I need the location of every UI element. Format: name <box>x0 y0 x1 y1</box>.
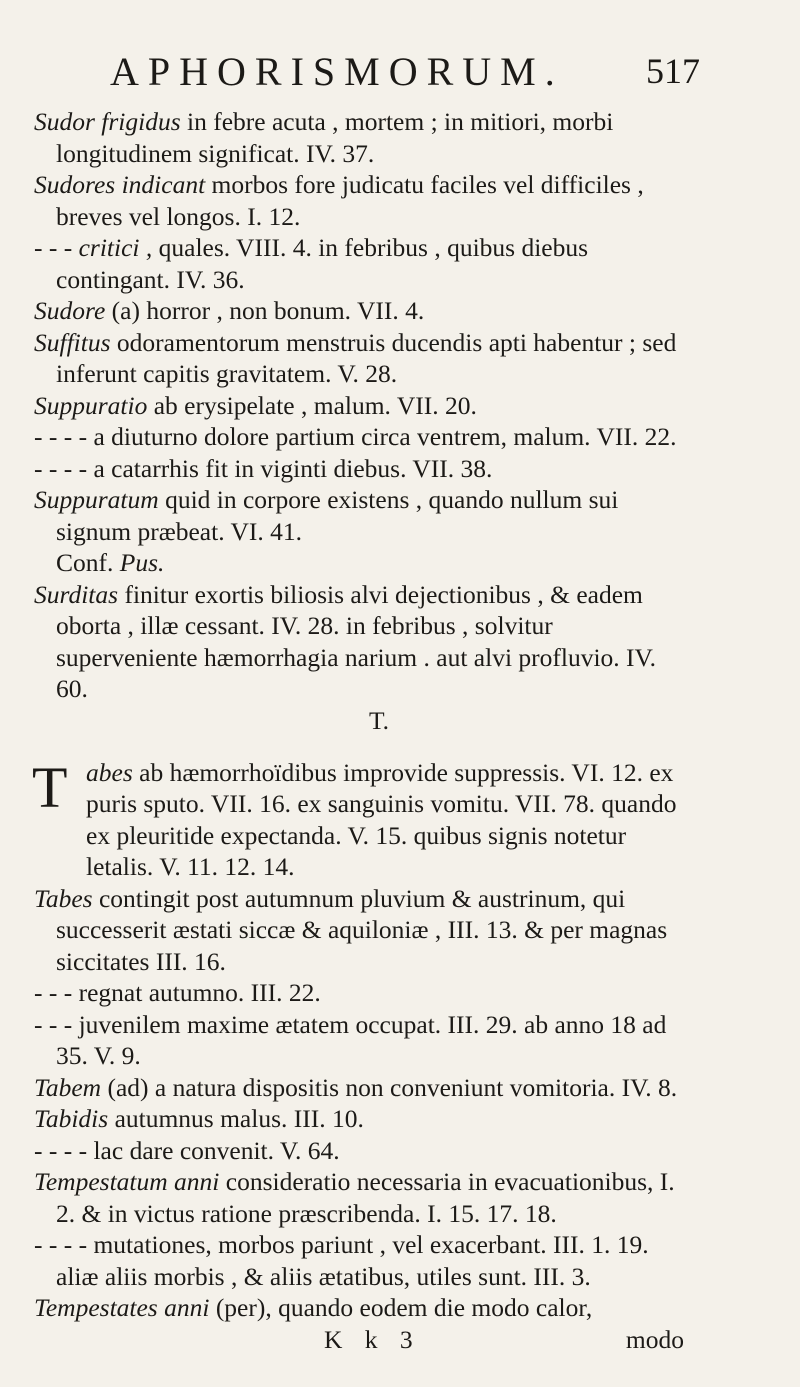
entry-headword: Tempestates anni <box>34 1293 210 1322</box>
running-header <box>110 48 700 96</box>
page-footer <box>34 1324 684 1356</box>
index-entry <box>34 883 684 978</box>
entry-headword: - - - critici , <box>34 233 153 262</box>
entry-text: - - - juvenilem maxime ætatem occupat. III. 29. ab anno 18 ad 35. V. 9. <box>34 1009 667 1070</box>
index-entry <box>34 453 684 485</box>
index-entry <box>34 1103 684 1135</box>
running-title: APHORISMORUM. <box>110 49 564 94</box>
section-letter: T. <box>368 705 390 735</box>
entry-text: finitur exortis biliosis alvi dejectionibus , & eadem oborta , illæ cessant. IV. 28. in febribus , solvitur superveniente hæmorrhagia narium . aut alvi profluvio. IV. 60. <box>56 579 657 703</box>
entry-text: - - - - mutationes, morbos pariunt , vel exacerbant. III. 1. 19. aliæ aliis morbis , & aliis ætatibus, utiles sunt. III. 3. <box>34 1230 649 1291</box>
index-entry <box>34 169 684 232</box>
entry-list-c <box>34 883 684 1324</box>
entry-headword: Surditas <box>34 579 119 609</box>
index-entry <box>34 1072 684 1104</box>
entry-text: (ad) a natura dispositis non conveniunt vomitoria. IV. 8. <box>101 1072 678 1102</box>
entry-headword: Tabem <box>34 1072 102 1102</box>
index-entry <box>34 232 684 295</box>
entry-text: ab erysipelate , malum. VII. 20. <box>147 390 477 420</box>
entry-text: consideratio necessaria in evacuationibus, I. 2. & in victus ratione præscribenda. I. 15. 17. 18. <box>56 1167 675 1228</box>
index-entry <box>34 327 684 390</box>
page-number: 517 <box>646 51 700 91</box>
entry-text: (per), quando eodem die modo calor, <box>209 1293 593 1322</box>
entry-text: - - - - a diuturno dolore partium circa ventrem, malum. VII. 22. <box>34 422 677 451</box>
entry-text: ab hæmorrhoïdibus improvide suppressis. VI. 12. ex puris sputo. VII. 16. ex sanguinis vomitu. VII. 78. quando ex pleuritide expectanda. V. 15. quibus signis notetur letalis. V. 11. 12. 14. <box>86 757 677 881</box>
drop-cap: T <box>32 754 68 820</box>
entry-text: quid in corpore existens , quando nullum sui signum præbeat. VI. 41. <box>56 485 619 546</box>
index-body <box>34 106 684 1355</box>
entry-text: - - - - a catarrhis fit in viginti diebus. VII. 38. <box>34 453 493 483</box>
entry-headword: Suffitus <box>34 327 111 357</box>
index-entry <box>34 1292 684 1324</box>
dropcap-entry <box>32 754 684 883</box>
entry-list-b <box>34 579 684 705</box>
index-entry <box>34 390 684 422</box>
catchword: modo <box>625 1324 684 1354</box>
entry-headword: Suppuratum <box>34 485 159 514</box>
signature-mark: K k 3 <box>324 1324 421 1354</box>
entry-text: - - - - lac dare convenit. V. 64. <box>34 1135 340 1165</box>
index-entry <box>34 295 684 327</box>
entry-headword: Tabidis <box>34 1104 109 1133</box>
index-entry <box>34 1135 684 1167</box>
entry-headword: Tabes <box>34 883 93 913</box>
entry-headword: abes <box>86 757 133 787</box>
entry-headword: Sudore <box>34 296 106 325</box>
index-entry <box>34 1009 684 1072</box>
entry-headword: Suppuratio <box>34 390 148 420</box>
entry-headword: Sudores indicant <box>34 170 206 199</box>
entry-text: autumnus malus. III. 10. <box>108 1104 364 1133</box>
entry-text: contingit post autumnum pluvium & austrinum, qui successerit æstati siccæ & aquiloniæ , III. 13. & per magnas siccitates III. 16. <box>56 883 668 976</box>
entry-text: quales. VIII. 4. in febribus , quibus diebus contingant. IV. 36. <box>56 233 589 294</box>
index-entry <box>34 977 684 1009</box>
cross-reference: Conf. Pus. <box>56 548 165 577</box>
index-entry <box>34 106 684 169</box>
index-entry <box>34 1166 684 1229</box>
entry-text: in febre acuta , mortem ; in mitiori, morbi longitudinem significat. IV. 37. <box>56 107 614 168</box>
index-entry <box>34 579 684 705</box>
index-entry <box>34 421 684 453</box>
entry-list-a <box>34 106 684 547</box>
entry-text: - - - regnat autumno. III. 22. <box>34 978 321 1007</box>
index-entry <box>34 1229 684 1292</box>
entry-text: morbos fore judicatu faciles vel difficiles , breves vel longos. I. 12. <box>56 170 644 231</box>
entry-headword: Tempestatum anni <box>34 1167 220 1196</box>
entry-text: odoramentorum menstruis ducendis apti habentur ; sed inferunt capitis gravitatem. V. 28. <box>56 327 677 388</box>
index-entry <box>34 484 684 547</box>
entry-headword: Sudor frigidus <box>34 107 181 136</box>
entry-text: (a) horror , non bonum. VII. 4. <box>105 296 425 325</box>
